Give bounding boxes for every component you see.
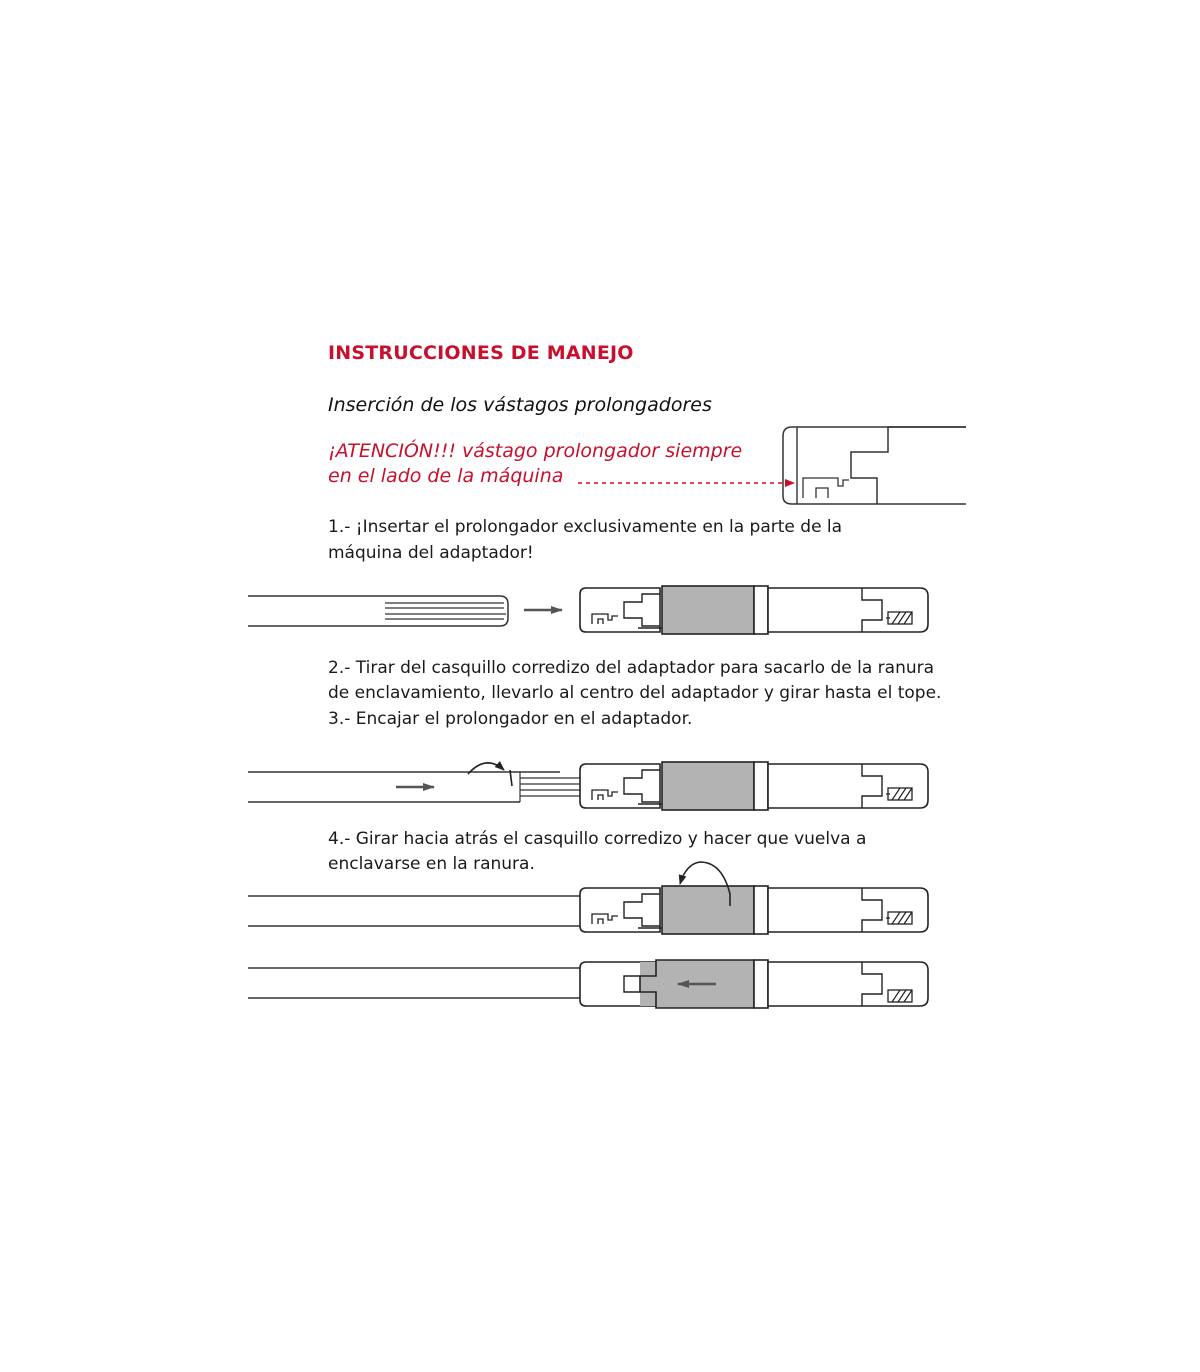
page-title: INSTRUCCIONES DE MANEJO xyxy=(328,342,634,364)
warning-line-1: ¡ATENCIÓN!!! vástago prolongador siempre xyxy=(328,440,743,462)
step-4-line-2: enclavarse en la ranura. xyxy=(328,854,535,874)
step-3-illustration xyxy=(248,762,928,810)
step-2-line-2: de enclavamiento, llevarlo al centro del adaptador y girar hasta el tope. xyxy=(328,683,942,703)
section-subtitle: Inserción de los vástagos prolongadores xyxy=(328,394,712,416)
step-1-illustration xyxy=(248,586,928,634)
step-2-line-1: 2.- Tirar del casquillo corredizo del adaptador para sacarlo de la ranura xyxy=(328,658,935,678)
step-3-line-1: 3.- Encajar el prolongador en el adaptador. xyxy=(328,709,693,729)
adapter-detail-illustration xyxy=(783,427,966,504)
step-4-rotate-illustration xyxy=(248,862,928,934)
warning-line-2: en el lado de la máquina xyxy=(328,465,564,487)
step-1-line-1: 1.- ¡Insertar el prolongador exclusivamente en la parte de la xyxy=(328,517,843,537)
step-4-lock-illustration xyxy=(248,960,928,1008)
step-4-line-1: 4.- Girar hacia atrás el casquillo corredizo y hacer que vuelva a xyxy=(328,829,867,849)
step-1-line-2: máquina del adaptador! xyxy=(328,543,534,563)
